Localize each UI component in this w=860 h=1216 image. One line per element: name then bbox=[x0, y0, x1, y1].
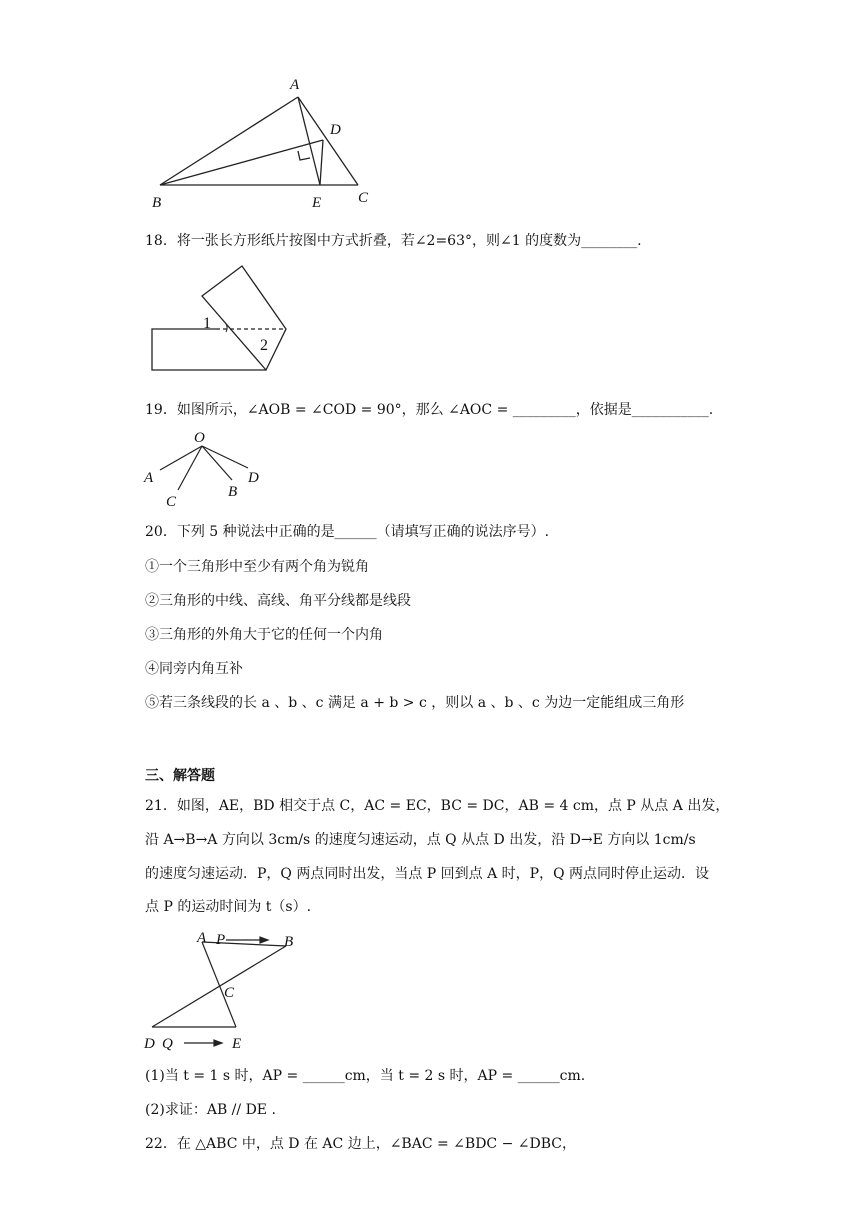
label-a: A bbox=[144, 470, 154, 486]
section-heading: 三、解答题 bbox=[145, 767, 215, 783]
label-a: A bbox=[290, 77, 300, 93]
q20-item-3: ③三角形的外角大于它的任何一个内角 bbox=[145, 627, 383, 643]
label-b: B bbox=[152, 195, 162, 211]
label-o: O bbox=[194, 430, 205, 446]
label-e: E bbox=[232, 1036, 242, 1052]
label-d: D bbox=[144, 1036, 155, 1052]
angle-1-label: 1 bbox=[203, 315, 211, 332]
q21-line-2: 沿 A→B→A 方向以 3cm/s 的速度匀速运动，点 Q 从点 D 出发，沿 D→E 方向以 1cm/s bbox=[145, 832, 696, 848]
question-19: 19．如图所示，∠AOB = ∠COD = 90°，那么 ∠AOC = _________，依据是___________. bbox=[145, 402, 714, 418]
q20-item-1: ①一个三角形中至少有两个角为锐角 bbox=[145, 559, 369, 575]
label-d: D bbox=[330, 122, 341, 138]
figure-motion bbox=[140, 928, 320, 1053]
question-22: 22．在 △ABC 中，点 D 在 AC 边上，∠BAC = ∠BDC − ∠DBC， bbox=[145, 1136, 576, 1152]
q21-sub-2: (2)求证：AB // DE . bbox=[145, 1102, 276, 1118]
label-c: C bbox=[166, 494, 177, 510]
angle-2-label: 2 bbox=[260, 337, 268, 354]
figure-angles-o bbox=[140, 428, 280, 513]
q21-sub-1: (1)当 t = 1 s 时，AP = ______cm，当 t = 2 s 时，AP = ______cm. bbox=[145, 1068, 586, 1084]
label-q: Q bbox=[162, 1036, 173, 1052]
label-p: P bbox=[216, 932, 226, 948]
question-18: 18．将一张长方形纸片按图中方式折叠，若∠2=63°，则∠1 的度数为________. bbox=[145, 233, 642, 249]
q20-item-4: ④同旁内角互补 bbox=[145, 661, 243, 677]
label-c: C bbox=[358, 190, 369, 206]
label-d: D bbox=[248, 470, 259, 486]
q21-line-3: 的速度匀速运动．P，Q 两点同时出发，当点 P 回到点 A 时，P，Q 两点同时停止运动．设 bbox=[145, 866, 710, 882]
q21-line-4: 点 P 的运动时间为 t（s）. bbox=[145, 899, 312, 915]
label-e: E bbox=[312, 195, 322, 211]
figure-folded-rectangle bbox=[148, 262, 308, 377]
label-a: A bbox=[197, 930, 207, 946]
q20-item-2: ②三角形的中线、高线、角平分线都是线段 bbox=[145, 593, 411, 609]
q20-item-5: ⑤若三条线段的长 a 、b 、c 满足 a + b > c ，则以 a 、b 、c 为边一定能组成三角形 bbox=[145, 695, 685, 711]
figure-triangle-abc bbox=[140, 72, 400, 217]
question-20: 20．下列 5 种说法中正确的是______（请填写正确的说法序号）. bbox=[145, 524, 550, 540]
label-b: B bbox=[228, 484, 238, 500]
label-c: C bbox=[224, 985, 235, 1001]
label-b: B bbox=[284, 934, 294, 950]
q21-line-1: 21．如图，AE，BD 相交于点 C，AC = EC，BC = DC，AB = 4 cm，点 P 从点 A 出发， bbox=[145, 798, 730, 814]
